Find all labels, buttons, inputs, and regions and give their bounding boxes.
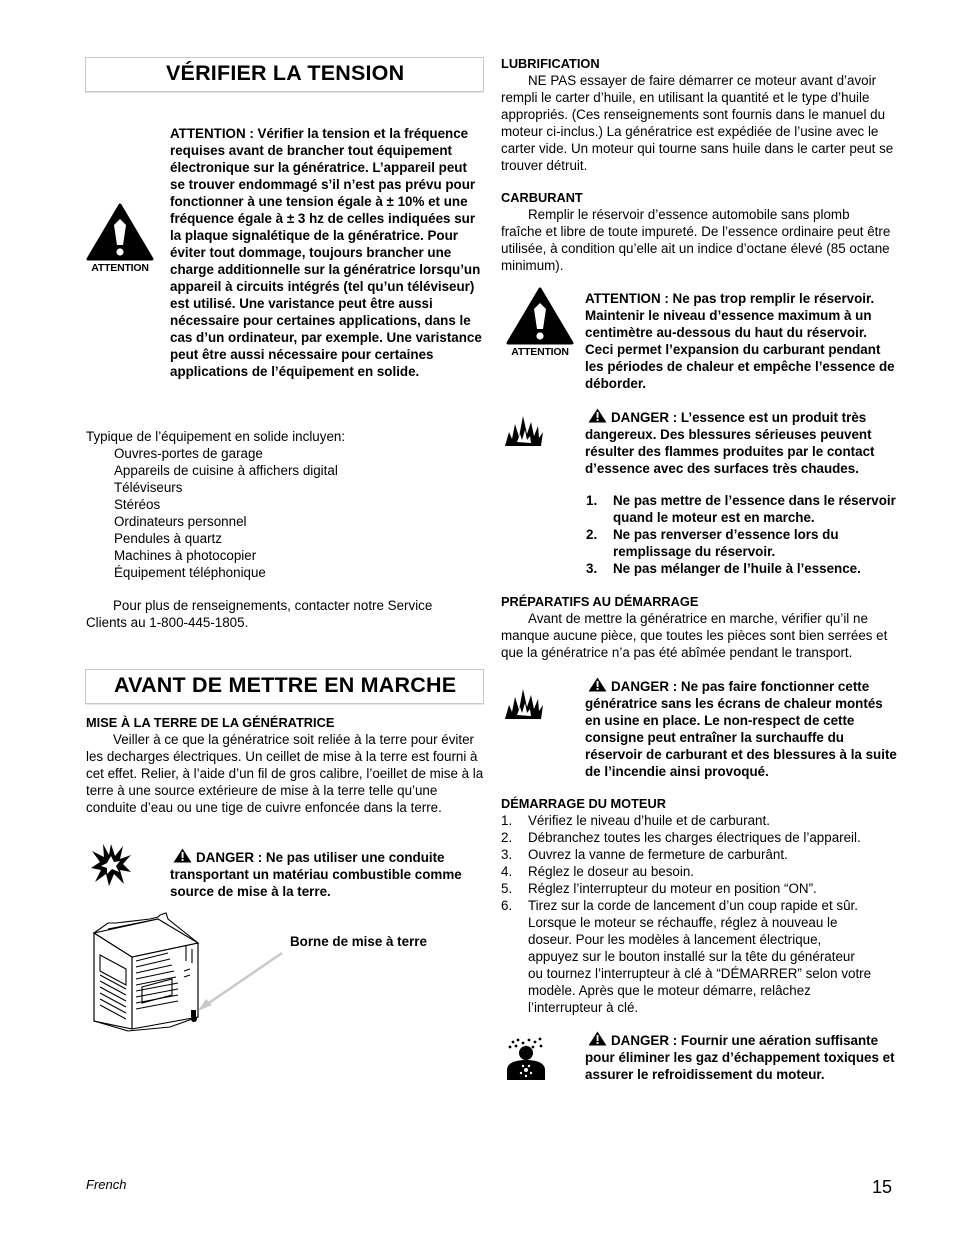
prep-text: Avant de mettre la génératrice en marche, vérifier qu’il ne manque aucune pièce, que toutes les pièces sont bien serrées et que la génératrice n’a pas été abîmée pendant le transport. bbox=[501, 611, 888, 660]
ground-heading: MISE À LA TERRE DE LA GÉNÉRATRICE bbox=[86, 715, 335, 730]
flame-icon bbox=[503, 685, 545, 721]
list-item: 4. Réglez le doseur au besoin. bbox=[501, 864, 695, 879]
attention-icon bbox=[86, 203, 154, 275]
list-item: 6. Tirez sur la corde de lancement d’un coup rapide et sûr. Lorsque le moteur se réchauffe, réglez à nouveau le doseur. Pour les modèles à lancement électrique, appuyez sur le bouton installé sur la tête du générateur ou tournez l’interrupteur à clé à “DÉMARRER” selon votre modèle. Après que le moteur démarre, relâchez l’interrupteur à clé. bbox=[501, 898, 872, 1015]
ground-danger bbox=[170, 848, 482, 900]
before-title-text: AVANT DE METTRE EN MARCHE bbox=[114, 673, 457, 697]
list-item: Ordinateurs personnel bbox=[114, 514, 247, 529]
warning-triangle-icon bbox=[588, 1031, 607, 1046]
prep-danger bbox=[585, 677, 897, 780]
warning-triangle-icon bbox=[173, 848, 192, 863]
start-heading: DÉMARRAGE DU MOTEUR bbox=[501, 796, 666, 811]
list-item: 1. Ne pas mettre de l’essence dans le réservoir quand le moteur est en marche. bbox=[586, 493, 896, 525]
start-danger-text: DANGER : Fournir une aération suffisante pour éliminer les gaz d’échappement toxiques et assurer le refroidissement du moteur. bbox=[585, 1033, 895, 1082]
flame-icon bbox=[503, 412, 545, 448]
attention-icon-label: ATTENTION bbox=[91, 262, 149, 274]
start-danger bbox=[585, 1031, 897, 1083]
list-item: Stéréos bbox=[114, 497, 161, 512]
ground-terminal-label: Borne de mise à terre bbox=[290, 934, 427, 949]
warning-triangle-icon bbox=[588, 408, 607, 423]
attention-icon-label: ATTENTION bbox=[511, 346, 569, 358]
list-item: 5. Réglez l’interrupteur du moteur en position “ON”. bbox=[501, 881, 817, 896]
explosion-icon bbox=[90, 843, 132, 887]
list-item: 3. Ouvrez la vanne de fermeture de carburânt. bbox=[501, 847, 788, 862]
section-title-verify bbox=[85, 57, 484, 92]
list-item: Appareils de cuisine à affichers digital bbox=[114, 463, 338, 478]
list-item: Ouvres-portes de garage bbox=[114, 446, 263, 461]
ground-danger-text: DANGER : Ne pas utiliser une conduite transportant un matériau combustible comme source de mise à la terre. bbox=[170, 850, 462, 899]
verify-title-text: VÉRIFIER LA TENSION bbox=[166, 61, 405, 85]
section-title-before-start bbox=[85, 669, 484, 704]
list-item: Équipement téléphonique bbox=[114, 565, 266, 580]
fuel-attention-text: ATTENTION : Ne pas trop remplir le réservoir. Maintenir le niveau d’essence maximum à un centimètre au-dessous du haut du réservoir. Ceci permet l’expansion du carburant pendant les périodes de chaleur et empêche l’essence de déborder. bbox=[585, 291, 895, 391]
list-item: 2. Débranchez toutes les charges électriques de l’appareil. bbox=[501, 830, 861, 845]
fuel-rules-list bbox=[586, 492, 896, 577]
prep-danger-text: DANGER : Ne pas faire fonctionner cette génératrice sans les écrans de chaleur montés en usine en place. Le non-respect de cette consigne peut entraîner la surchauffe du réservoir de carburant et des blessures à la suite de l’incendie ainsi provoqué. bbox=[585, 679, 897, 779]
footer-language: French bbox=[86, 1177, 127, 1192]
list-item: Machines à photocopier bbox=[114, 548, 257, 563]
list-item: Pendules à quartz bbox=[114, 531, 222, 546]
generator-illustration bbox=[86, 905, 286, 1040]
equipment-list bbox=[114, 445, 474, 581]
fuel-heading: CARBURANT bbox=[501, 190, 583, 205]
fuel-danger-text: DANGER : L’essence est un produit très dangereux. Des blessures sérieuses peuvent résulter des flammes produites par le contact d’essence avec des surfaces très chaudes. bbox=[585, 410, 875, 476]
fuel-text: Remplir le réservoir d’essence automobile sans plomb fraîche et libre de toute impureté. De l’essence ordinaire peut être utilisée, à condition qu’elle ait un indice d’octane élevé (85 octane minimum). bbox=[501, 207, 891, 273]
start-steps-list bbox=[501, 812, 893, 1017]
list-item: 2. Ne pas renverser d’essence lors du remplissage du réservoir. bbox=[586, 527, 839, 559]
prep-heading: PRÉPARATIFS AU DÉMARRAGE bbox=[501, 594, 699, 609]
page-number: 15 bbox=[872, 1177, 893, 1197]
list-item: 1. Vérifiez le niveau d’huile et de carburant. bbox=[501, 813, 770, 828]
toxic-fumes-icon bbox=[505, 1036, 547, 1080]
ground-text: Veiller à ce que la génératrice soit reliée à la terre pour éviter les decharges électriques. Un ceillet de mise à la terre est fourni à cet effet. Relier, à l’aide d’un fil de gros calibre, l’oeillet de mise à la terre à une source extérieure de mise à la terre telle qu’une conduite d’eau ou une tige de cuivre enfoncée dans la terre. bbox=[86, 732, 484, 815]
list-item: 3. Ne pas mélanger de l’huile à l’essence. bbox=[586, 561, 861, 576]
list-item: Téléviseurs bbox=[114, 480, 183, 495]
equipment-intro: Typique de l’équipement en solide incluyen: bbox=[86, 429, 346, 444]
service-info-text: Pour plus de renseignements, contacter notre Service Clients au 1-800-445-1805. bbox=[86, 598, 433, 630]
attention-icon-fuel bbox=[506, 287, 574, 359]
warning-triangle-icon bbox=[588, 677, 607, 692]
lubrication-text: NE PAS essayer de faire démarrer ce moteur avant d’avoir rempli le carter d’huile, en utilisant la quantité et le type d’huile appropriés. (Ces renseignements sont fournis dans le manuel du moteur ci-inclus.) La génératrice est expédiée de l’usine avec le carter vide. Un moteur qui tourne sans huile dans le carter peut se trouver détruit. bbox=[501, 73, 894, 173]
voltage-attention-text: ATTENTION : Vérifier la tension et la fréquence requises avant de brancher tout équipement électronique sur la génératrice. L’appareil peut se trouver endommagé s’il n’est pas prévu pour fonctionner à une tension égale à ± 10% et une fréquence égale à ± 3 hz de celles indiquées sur la plaque signalétique de la génératrice. Pour éviter tout dommage, toujours brancher une charge additionnelle sur la génératrice lorsqu’un appareil à circuits intégrés (tel qu’un téléviseur) est utilisé. Une varistance peut être aussi nécessaire pour certaines applications, dans le cas d’un ordinateur, par exemple. Une varistance peut être aussi nécessaire pour certaines applications de l’équipement en solide. bbox=[170, 126, 482, 379]
lubrication-heading: LUBRIFICATION bbox=[501, 56, 600, 71]
fuel-danger bbox=[585, 408, 897, 477]
